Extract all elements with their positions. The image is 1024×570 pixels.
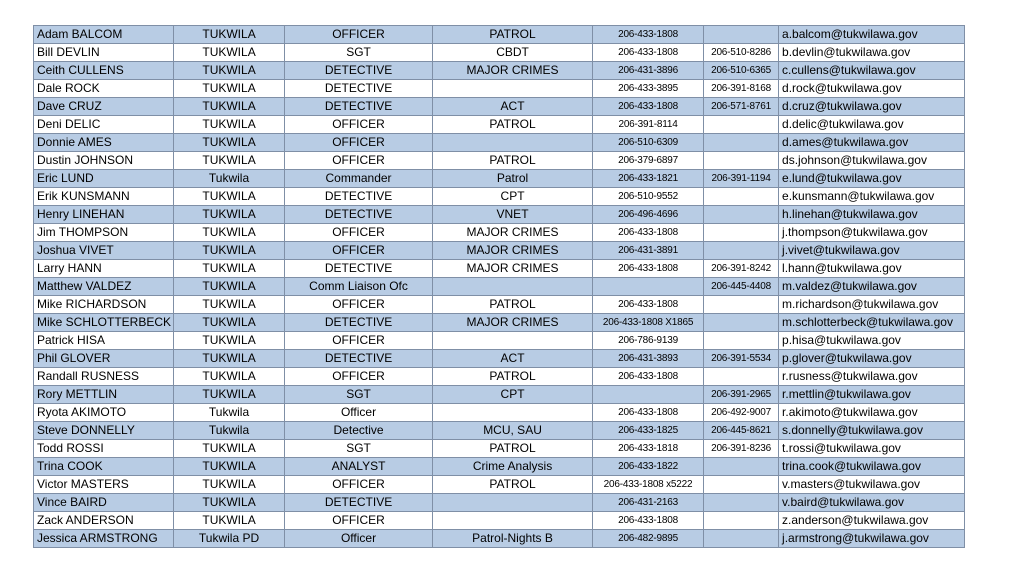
- cell-agency[interactable]: TUKWILA: [174, 314, 285, 332]
- cell-email[interactable]: c.cullens@tukwilawa.gov: [779, 62, 965, 80]
- cell-name[interactable]: Dustin JOHNSON: [34, 152, 174, 170]
- cell-unit[interactable]: ACT: [433, 98, 593, 116]
- cell-cell-phone[interactable]: 206-510-6365: [704, 62, 779, 80]
- roster-rows: [34, 26, 965, 548]
- cell-name[interactable]: Joshua VIVET: [34, 242, 174, 260]
- cell-agency[interactable]: Tukwila PD: [174, 530, 285, 548]
- roster-sheet: [33, 25, 965, 548]
- cell-name[interactable]: Dale ROCK: [34, 80, 174, 98]
- table-row: [34, 332, 965, 350]
- cell-email[interactable]: m.valdez@tukwilawa.gov: [779, 278, 965, 296]
- cell-cell-phone[interactable]: [704, 116, 779, 134]
- cell-cell-phone[interactable]: 206-391-8236: [704, 440, 779, 458]
- cell-name[interactable]: Mike SCHLOTTERBECK: [34, 314, 174, 332]
- cell-agency[interactable]: TUKWILA: [174, 350, 285, 368]
- cell-email[interactable]: v.baird@tukwilawa.gov: [779, 494, 965, 512]
- cell-unit[interactable]: Patrol-Nights B: [433, 530, 593, 548]
- cell-agency[interactable]: TUKWILA: [174, 116, 285, 134]
- cell-name[interactable]: Donnie AMES: [34, 134, 174, 152]
- table-row: [34, 350, 965, 368]
- cell-unit[interactable]: PATROL: [433, 152, 593, 170]
- cell-name[interactable]: Dave CRUZ: [34, 98, 174, 116]
- cell-office-phone[interactable]: 206-433-1821: [593, 170, 704, 188]
- table-row: [34, 368, 965, 386]
- cell-rank[interactable]: DETECTIVE: [285, 350, 433, 368]
- cell-cell-phone[interactable]: 206-391-8242: [704, 260, 779, 278]
- cell-name[interactable]: Eric LUND: [34, 170, 174, 188]
- cell-rank[interactable]: DETECTIVE: [285, 206, 433, 224]
- cell-cell-phone[interactable]: [704, 206, 779, 224]
- cell-email[interactable]: d.cruz@tukwilawa.gov: [779, 98, 965, 116]
- cell-cell-phone[interactable]: 206-391-8168: [704, 80, 779, 98]
- cell-rank[interactable]: OFFICER: [285, 116, 433, 134]
- cell-name[interactable]: Patrick HISA: [34, 332, 174, 350]
- cell-agency[interactable]: TUKWILA: [174, 296, 285, 314]
- cell-office-phone[interactable]: 206-433-1808: [593, 26, 704, 44]
- cell-rank[interactable]: DETECTIVE: [285, 188, 433, 206]
- cell-agency[interactable]: TUKWILA: [174, 440, 285, 458]
- cell-agency[interactable]: Tukwila: [174, 404, 285, 422]
- cell-office-phone[interactable]: 206-433-1808: [593, 512, 704, 530]
- table-row: [34, 404, 965, 422]
- cell-email[interactable]: p.hisa@tukwilawa.gov: [779, 332, 965, 350]
- cell-email[interactable]: z.anderson@tukwilawa.gov: [779, 512, 965, 530]
- cell-name[interactable]: Vince BAIRD: [34, 494, 174, 512]
- cell-name[interactable]: Rory METTLIN: [34, 386, 174, 404]
- cell-cell-phone[interactable]: [704, 476, 779, 494]
- cell-rank[interactable]: Detective: [285, 422, 433, 440]
- cell-cell-phone[interactable]: [704, 152, 779, 170]
- table-row: [34, 458, 965, 476]
- cell-name[interactable]: Larry HANN: [34, 260, 174, 278]
- cell-cell-phone[interactable]: [704, 188, 779, 206]
- cell-agency[interactable]: TUKWILA: [174, 278, 285, 296]
- cell-rank[interactable]: DETECTIVE: [285, 98, 433, 116]
- cell-unit[interactable]: Crime Analysis: [433, 458, 593, 476]
- cell-rank[interactable]: ANALYST: [285, 458, 433, 476]
- cell-cell-phone[interactable]: [704, 458, 779, 476]
- table-row: [34, 134, 965, 152]
- cell-office-phone[interactable]: 206-510-9552: [593, 188, 704, 206]
- cell-unit[interactable]: Patrol: [433, 170, 593, 188]
- table-row: [34, 98, 965, 116]
- cell-agency[interactable]: TUKWILA: [174, 458, 285, 476]
- cell-office-phone[interactable]: 206-431-3891: [593, 242, 704, 260]
- cell-name[interactable]: Jessica ARMSTRONG: [34, 530, 174, 548]
- cell-rank[interactable]: OFFICER: [285, 26, 433, 44]
- cell-office-phone[interactable]: 206-433-1825: [593, 422, 704, 440]
- cell-cell-phone[interactable]: [704, 26, 779, 44]
- table-row: [34, 62, 965, 80]
- cell-email[interactable]: m.schlotterbeck@tukwilawa.gov: [779, 314, 965, 332]
- cell-email[interactable]: m.richardson@tukwilawa.gov: [779, 296, 965, 314]
- cell-email[interactable]: e.kunsmann@tukwilawa.gov: [779, 188, 965, 206]
- cell-name[interactable]: Steve DONNELLY: [34, 422, 174, 440]
- table-row: [34, 44, 965, 62]
- cell-unit[interactable]: [433, 80, 593, 98]
- table-row: [34, 530, 965, 548]
- cell-email[interactable]: trina.cook@tukwilawa.gov: [779, 458, 965, 476]
- cell-rank[interactable]: OFFICER: [285, 512, 433, 530]
- cell-email[interactable]: t.rossi@tukwilawa.gov: [779, 440, 965, 458]
- cell-rank[interactable]: SGT: [285, 386, 433, 404]
- table-row: [34, 386, 965, 404]
- cell-agency[interactable]: TUKWILA: [174, 206, 285, 224]
- cell-unit[interactable]: MAJOR CRIMES: [433, 242, 593, 260]
- cell-cell-phone[interactable]: [704, 224, 779, 242]
- cell-agency[interactable]: TUKWILA: [174, 80, 285, 98]
- cell-unit[interactable]: VNET: [433, 206, 593, 224]
- cell-name[interactable]: Randall RUSNESS: [34, 368, 174, 386]
- table-row: [34, 242, 965, 260]
- cell-agency[interactable]: TUKWILA: [174, 44, 285, 62]
- cell-email[interactable]: b.devlin@tukwilawa.gov: [779, 44, 965, 62]
- cell-email[interactable]: r.mettlin@tukwilawa.gov: [779, 386, 965, 404]
- cell-email[interactable]: p.glover@tukwilawa.gov: [779, 350, 965, 368]
- cell-office-phone[interactable]: 206-431-3893: [593, 350, 704, 368]
- cell-agency[interactable]: Tukwila: [174, 170, 285, 188]
- cell-rank[interactable]: OFFICER: [285, 476, 433, 494]
- cell-agency[interactable]: TUKWILA: [174, 152, 285, 170]
- cell-unit[interactable]: PATROL: [433, 368, 593, 386]
- cell-agency[interactable]: TUKWILA: [174, 386, 285, 404]
- cell-unit[interactable]: PATROL: [433, 26, 593, 44]
- cell-email[interactable]: h.linehan@tukwilawa.gov: [779, 206, 965, 224]
- cell-unit[interactable]: PATROL: [433, 116, 593, 134]
- cell-email[interactable]: d.rock@tukwilawa.gov: [779, 80, 965, 98]
- cell-unit[interactable]: PATROL: [433, 440, 593, 458]
- cell-agency[interactable]: TUKWILA: [174, 260, 285, 278]
- cell-agency[interactable]: TUKWILA: [174, 476, 285, 494]
- cell-rank[interactable]: SGT: [285, 440, 433, 458]
- cell-office-phone[interactable]: 206-496-4696: [593, 206, 704, 224]
- cell-cell-phone[interactable]: [704, 368, 779, 386]
- table-row: [34, 206, 965, 224]
- cell-office-phone[interactable]: 206-391-8114: [593, 116, 704, 134]
- cell-email[interactable]: ds.johnson@tukwilawa.gov: [779, 152, 965, 170]
- table-row: [34, 188, 965, 206]
- cell-agency[interactable]: TUKWILA: [174, 332, 285, 350]
- cell-rank[interactable]: Officer: [285, 530, 433, 548]
- table-row: [34, 80, 965, 98]
- cell-cell-phone[interactable]: [704, 512, 779, 530]
- cell-agency[interactable]: TUKWILA: [174, 188, 285, 206]
- cell-name[interactable]: Deni DELIC: [34, 116, 174, 134]
- table-row: [34, 476, 965, 494]
- cell-rank[interactable]: DETECTIVE: [285, 494, 433, 512]
- cell-rank[interactable]: Commander: [285, 170, 433, 188]
- cell-unit[interactable]: CBDT: [433, 44, 593, 62]
- cell-cell-phone[interactable]: 206-391-2965: [704, 386, 779, 404]
- table-row: [34, 260, 965, 278]
- cell-email[interactable]: r.akimoto@tukwilawa.gov: [779, 404, 965, 422]
- cell-name[interactable]: Trina COOK: [34, 458, 174, 476]
- cell-agency[interactable]: TUKWILA: [174, 98, 285, 116]
- cell-cell-phone[interactable]: [704, 530, 779, 548]
- table-row: [34, 278, 965, 296]
- cell-email[interactable]: j.thompson@tukwilawa.gov: [779, 224, 965, 242]
- cell-email[interactable]: j.armstrong@tukwilawa.gov: [779, 530, 965, 548]
- roster-table: [33, 25, 965, 548]
- table-row: [34, 296, 965, 314]
- table-row: [34, 512, 965, 530]
- cell-office-phone[interactable]: 206-379-6897: [593, 152, 704, 170]
- cell-office-phone[interactable]: 206-482-9895: [593, 530, 704, 548]
- cell-office-phone[interactable]: 206-433-1808: [593, 224, 704, 242]
- cell-name[interactable]: Adam BALCOM: [34, 26, 174, 44]
- table-row: [34, 440, 965, 458]
- cell-office-phone[interactable]: 206-433-3895: [593, 80, 704, 98]
- cell-name[interactable]: Ryota AKIMOTO: [34, 404, 174, 422]
- cell-email[interactable]: l.hann@tukwilawa.gov: [779, 260, 965, 278]
- table-row: [34, 170, 965, 188]
- table-row: [34, 422, 965, 440]
- cell-unit[interactable]: MAJOR CRIMES: [433, 260, 593, 278]
- cell-email[interactable]: a.balcom@tukwilawa.gov: [779, 26, 965, 44]
- cell-cell-phone[interactable]: 206-445-8621: [704, 422, 779, 440]
- cell-name[interactable]: Phil GLOVER: [34, 350, 174, 368]
- cell-name[interactable]: Ceith CULLENS: [34, 62, 174, 80]
- cell-email[interactable]: r.rusness@tukwilawa.gov: [779, 368, 965, 386]
- cell-office-phone[interactable]: 206-433-1822: [593, 458, 704, 476]
- cell-cell-phone[interactable]: [704, 314, 779, 332]
- cell-email[interactable]: d.ames@tukwilawa.gov: [779, 134, 965, 152]
- cell-email[interactable]: v.masters@tukwilawa.gov: [779, 476, 965, 494]
- cell-office-phone[interactable]: 206-431-3896: [593, 62, 704, 80]
- cell-agency[interactable]: TUKWILA: [174, 134, 285, 152]
- cell-rank[interactable]: DETECTIVE: [285, 80, 433, 98]
- cell-unit[interactable]: ACT: [433, 350, 593, 368]
- cell-office-phone[interactable]: 206-433-1808 x5222: [593, 476, 704, 494]
- cell-agency[interactable]: TUKWILA: [174, 224, 285, 242]
- cell-name[interactable]: Mike RICHARDSON: [34, 296, 174, 314]
- table-row: [34, 494, 965, 512]
- cell-office-phone[interactable]: 206-433-1808: [593, 44, 704, 62]
- cell-rank[interactable]: Officer: [285, 404, 433, 422]
- cell-cell-phone[interactable]: 206-571-8761: [704, 98, 779, 116]
- cell-unit[interactable]: [433, 134, 593, 152]
- cell-office-phone[interactable]: 206-433-1808: [593, 296, 704, 314]
- cell-name[interactable]: Bill DEVLIN: [34, 44, 174, 62]
- cell-agency[interactable]: TUKWILA: [174, 368, 285, 386]
- cell-rank[interactable]: OFFICER: [285, 224, 433, 242]
- table-row: [34, 26, 965, 44]
- cell-rank[interactable]: OFFICER: [285, 242, 433, 260]
- table-row: [34, 224, 965, 242]
- cell-email[interactable]: e.lund@tukwilawa.gov: [779, 170, 965, 188]
- table-row: [34, 152, 965, 170]
- cell-cell-phone[interactable]: [704, 332, 779, 350]
- cell-office-phone[interactable]: [593, 278, 704, 296]
- cell-cell-phone[interactable]: 206-510-8286: [704, 44, 779, 62]
- cell-cell-phone[interactable]: 206-492-9007: [704, 404, 779, 422]
- cell-office-phone[interactable]: 206-431-2163: [593, 494, 704, 512]
- cell-agency[interactable]: TUKWILA: [174, 26, 285, 44]
- cell-office-phone[interactable]: 206-433-1808: [593, 98, 704, 116]
- cell-office-phone[interactable]: 206-510-6309: [593, 134, 704, 152]
- cell-office-phone[interactable]: 206-433-1808: [593, 260, 704, 278]
- cell-office-phone[interactable]: 206-433-1808 X1865: [593, 314, 704, 332]
- cell-unit[interactable]: CPT: [433, 386, 593, 404]
- cell-email[interactable]: j.vivet@tukwilawa.gov: [779, 242, 965, 260]
- cell-unit[interactable]: MCU, SAU: [433, 422, 593, 440]
- cell-rank[interactable]: OFFICER: [285, 332, 433, 350]
- cell-rank[interactable]: DETECTIVE: [285, 260, 433, 278]
- cell-office-phone[interactable]: 206-433-1808: [593, 368, 704, 386]
- cell-rank[interactable]: OFFICER: [285, 152, 433, 170]
- cell-rank[interactable]: OFFICER: [285, 296, 433, 314]
- cell-unit[interactable]: [433, 278, 593, 296]
- cell-office-phone[interactable]: [593, 386, 704, 404]
- cell-email[interactable]: s.donnelly@tukwilawa.gov: [779, 422, 965, 440]
- cell-rank[interactable]: OFFICER: [285, 134, 433, 152]
- cell-rank[interactable]: DETECTIVE: [285, 62, 433, 80]
- cell-unit[interactable]: MAJOR CRIMES: [433, 314, 593, 332]
- cell-name[interactable]: Zack ANDERSON: [34, 512, 174, 530]
- cell-email[interactable]: d.delic@tukwilawa.gov: [779, 116, 965, 134]
- cell-rank[interactable]: Comm Liaison Ofc: [285, 278, 433, 296]
- cell-office-phone[interactable]: 206-433-1808: [593, 404, 704, 422]
- cell-name[interactable]: Erik KUNSMANN: [34, 188, 174, 206]
- cell-office-phone[interactable]: 206-433-1818: [593, 440, 704, 458]
- cell-unit[interactable]: PATROL: [433, 296, 593, 314]
- cell-unit[interactable]: MAJOR CRIMES: [433, 224, 593, 242]
- cell-agency[interactable]: Tukwila: [174, 422, 285, 440]
- cell-cell-phone[interactable]: [704, 134, 779, 152]
- table-row: [34, 116, 965, 134]
- cell-cell-phone[interactable]: [704, 296, 779, 314]
- cell-name[interactable]: Matthew VALDEZ: [34, 278, 174, 296]
- cell-unit[interactable]: MAJOR CRIMES: [433, 62, 593, 80]
- cell-office-phone[interactable]: 206-786-9139: [593, 332, 704, 350]
- cell-unit[interactable]: [433, 332, 593, 350]
- cell-unit[interactable]: [433, 404, 593, 422]
- cell-name[interactable]: Victor MASTERS: [34, 476, 174, 494]
- cell-cell-phone[interactable]: 206-391-5534: [704, 350, 779, 368]
- cell-agency[interactable]: TUKWILA: [174, 242, 285, 260]
- cell-unit[interactable]: PATROL: [433, 476, 593, 494]
- cell-rank[interactable]: OFFICER: [285, 368, 433, 386]
- cell-name[interactable]: Jim THOMPSON: [34, 224, 174, 242]
- cell-cell-phone[interactable]: [704, 494, 779, 512]
- cell-rank[interactable]: SGT: [285, 44, 433, 62]
- cell-unit[interactable]: [433, 494, 593, 512]
- cell-cell-phone[interactable]: [704, 242, 779, 260]
- cell-agency[interactable]: TUKWILA: [174, 512, 285, 530]
- cell-name[interactable]: Henry LINEHAN: [34, 206, 174, 224]
- cell-name[interactable]: Todd ROSSI: [34, 440, 174, 458]
- cell-rank[interactable]: DETECTIVE: [285, 314, 433, 332]
- cell-cell-phone[interactable]: 206-445-4408: [704, 278, 779, 296]
- cell-agency[interactable]: TUKWILA: [174, 62, 285, 80]
- cell-agency[interactable]: TUKWILA: [174, 494, 285, 512]
- cell-unit[interactable]: [433, 512, 593, 530]
- cell-unit[interactable]: CPT: [433, 188, 593, 206]
- table-row: [34, 314, 965, 332]
- cell-cell-phone[interactable]: 206-391-1194: [704, 170, 779, 188]
